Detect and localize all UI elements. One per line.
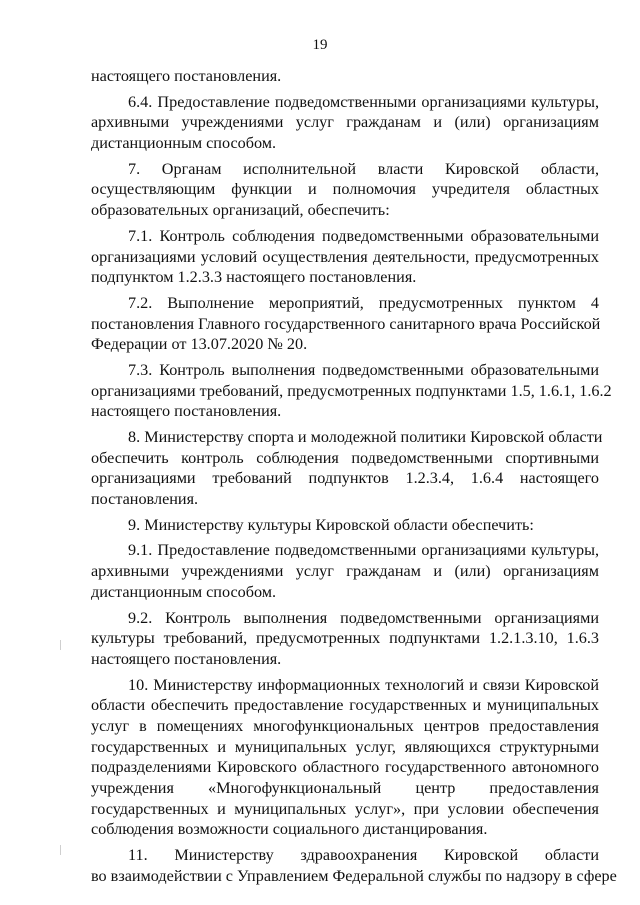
paragraph [91, 92, 599, 154]
paragraph [91, 293, 599, 355]
text-line: 11. Министерству здравоохранения Кировской области [128, 846, 599, 865]
text-line: дистанционным способом. [91, 134, 277, 153]
paragraph [91, 226, 599, 288]
text-line: организациями условий осуществления деятельности, предусмотренных [91, 247, 599, 266]
scan-mark [60, 845, 61, 855]
text-line: учреждения «Многофункциональный центр предоставления [91, 779, 599, 797]
text-line: 6.4. Предоставление подведомственными организациями культуры, [128, 92, 599, 111]
text-line: дистанционным способом. [91, 582, 277, 601]
text-line: области обеспечить предоставление государственных и муниципальных [91, 696, 599, 715]
text-line: организациями требований, предусмотренных подпунктами 1.5, 1.6.1, 1.6.2 [91, 381, 612, 400]
text-line: подразделениями Кировского областного государственного автономного [91, 758, 599, 777]
page-number: 19 [312, 37, 328, 53]
text-line: 7.2. Выполнение мероприятий, предусмотренных пунктом 4 [128, 293, 599, 312]
paragraph [91, 66, 599, 87]
paragraph [91, 540, 599, 602]
text-line: образовательных организаций, обеспечить: [91, 201, 390, 220]
text-line: постановления Главного государственного санитарного врача Российской [91, 314, 601, 333]
text-line: государственных и муниципальных услуг, являющихся структурными [91, 737, 599, 756]
text-line: постановления. [91, 490, 199, 509]
text-line: 7.3. Контроль выполнения подведомственными образовательными [128, 360, 599, 379]
text-line: настоящего постановления. [91, 649, 282, 668]
text-line: обеспечить контроль соблюдения подведомственными спортивными [91, 448, 599, 467]
paragraph [91, 608, 599, 670]
paragraph [91, 675, 599, 841]
document-body [91, 66, 617, 886]
text-line: осуществляющим функции и полномочия учредителя областных [91, 180, 599, 199]
text-line: услуг в помещениях многофункциональных центров предоставления [91, 716, 599, 735]
text-line: соблюдения возможности социального дистанцирования. [91, 820, 488, 839]
text-line: Федерации от 13.07.2020 № 20. [91, 335, 308, 354]
paragraph [91, 360, 612, 422]
text-line: подпунктом 1.2.3.3 настоящего постановления. [91, 268, 417, 287]
text-line: культуры требований, предусмотренных подпунктами 1.2.1.3.10, 1.6.3 [91, 629, 599, 648]
text-line: государственных и муниципальных услуг», при условии обеспечения [91, 799, 599, 818]
paragraph [91, 515, 599, 536]
paragraph [91, 427, 603, 510]
paragraph [91, 159, 599, 221]
text-line: настоящего постановления. [91, 402, 282, 421]
text-line: во взаимодействии с Управлением Федеральной службы по надзору в сфере [91, 866, 617, 885]
text-line: 10. Министерству информационных технологий и связи Кировской [128, 675, 599, 694]
text-line: организациями требований подпунктов 1.2.3.4, 1.6.4 настоящего [91, 469, 599, 488]
text-line: 7.1. Контроль соблюдения подведомственными образовательными [128, 226, 599, 245]
text-line: 9. Министерству культуры Кировской области обеспечить: [128, 515, 534, 534]
text-line: архивными учреждениями услуг гражданам и (или) организациям [91, 113, 599, 132]
text-line: архивными учреждениями услуг гражданам и (или) организациям [91, 562, 599, 581]
text-line: 8. Министерству спорта и молодежной политики Кировской области [128, 428, 603, 446]
text-line: 9.1. Предоставление подведомственными организациями культуры, [128, 541, 599, 560]
scan-mark [60, 640, 61, 650]
text-line: 7. Органам исполнительной власти Кировской области, [128, 159, 599, 178]
paragraph [91, 845, 617, 886]
text-line: настоящего постановления. [91, 67, 282, 85]
text-line: 9.2. Контроль выполнения подведомственными организациями [128, 608, 599, 627]
